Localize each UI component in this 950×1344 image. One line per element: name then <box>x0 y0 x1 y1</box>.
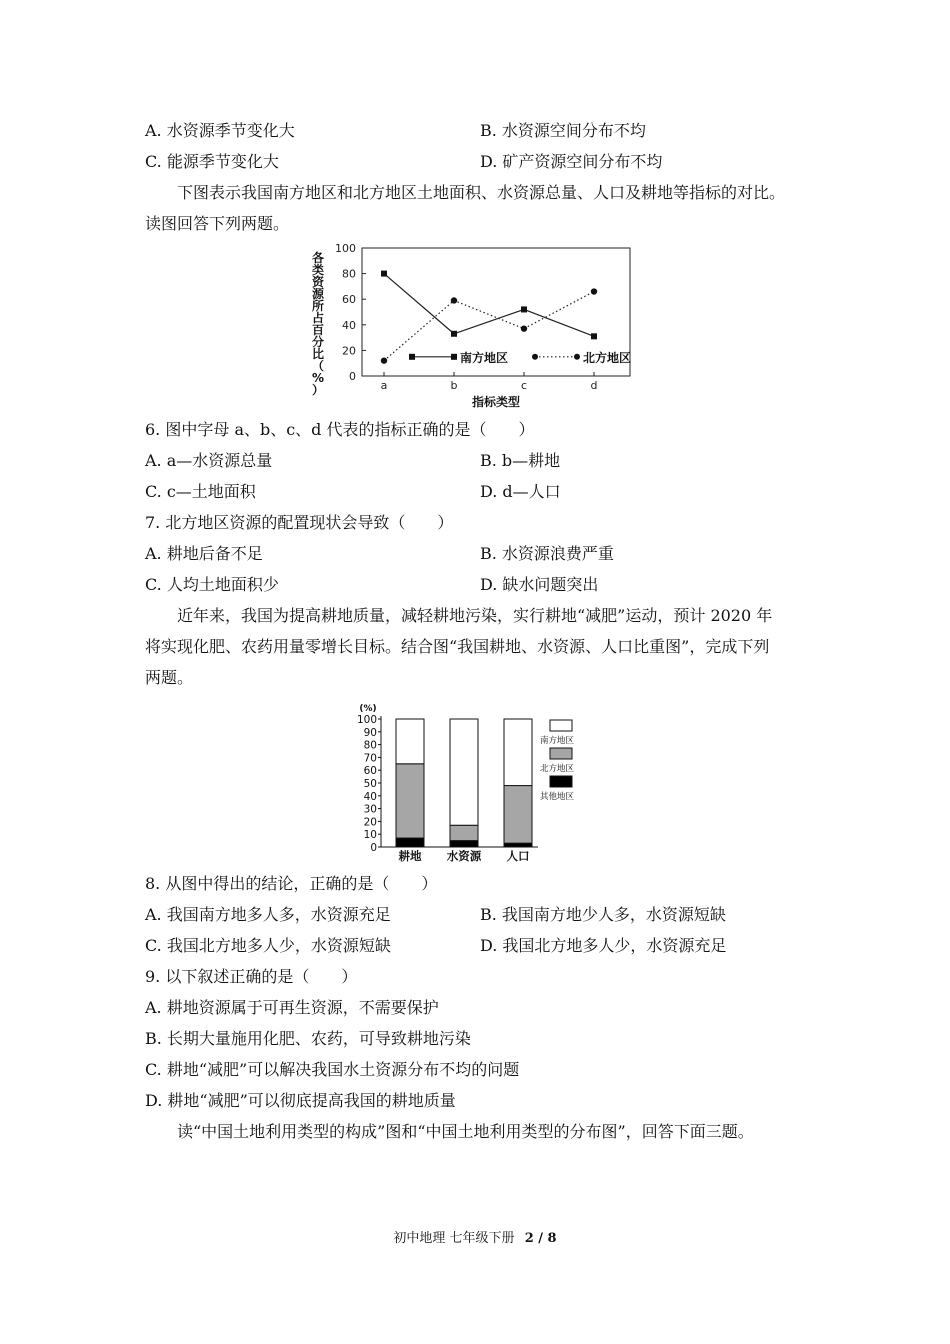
y-tick-label: 50 <box>363 778 377 790</box>
legend-swatch-南方地区 <box>550 720 572 731</box>
x-tick-label: d <box>590 379 598 392</box>
y-unit-label: (%) <box>359 704 377 714</box>
intro2-line1: 近年来，我国为提高耕地质量，减轻耕地污染，实行耕地“减肥”运动，预计 2020 年 <box>177 606 773 625</box>
bar-segment-北方地区 <box>396 764 424 838</box>
q5-option-c: C. 能源季节变化大 <box>145 152 279 171</box>
q6-option-d: D. d—人口 <box>480 482 561 501</box>
legend-label: 其他地区 <box>540 792 575 802</box>
y-tick-label: 40 <box>363 790 377 803</box>
bar-segment-北方地区 <box>504 786 532 844</box>
y-axis-title-char: % <box>311 371 325 385</box>
x-tick-label: b <box>450 379 458 392</box>
y-tick-label: 70 <box>363 752 377 765</box>
legend-swatch-其他地区 <box>550 776 572 787</box>
y-axis-title-char: 分 <box>311 335 325 349</box>
y-tick-label: 80 <box>363 739 377 752</box>
q9-stem: 9. 以下叙述正确的是（ ） <box>145 967 358 986</box>
q7-stem: 7. 北方地区资源的配置现状会导致（ ） <box>145 513 454 532</box>
footer-page-number: 2 / 8 <box>524 1231 557 1246</box>
y-axis-title-char: ） <box>311 383 325 397</box>
q9-option-d: D. 耕地“减肥”可以彻底提高我国的耕地质量 <box>145 1091 456 1110</box>
data-point <box>451 297 457 303</box>
legend-swatch-北方地区 <box>550 748 572 759</box>
intro3: 读“中国土地利用类型的构成”图和“中国土地利用类型的分布图”，回答下面三题。 <box>177 1122 754 1141</box>
bar-segment-南方地区 <box>396 719 424 764</box>
y-axis-title-char: 占 <box>311 311 325 325</box>
q8-option-b: B. 我国南方地少人多，水资源短缺 <box>480 905 726 924</box>
footer-subject: 初中地理 七年级下册 <box>393 1231 515 1246</box>
bar-segment-北方地区 <box>450 825 478 840</box>
legend-label: 南方地区 <box>540 736 575 746</box>
intro2-line2: 将实现化肥、农药用量零增长目标。结合图“我国耕地、水资源、人口比重图”，完成下列 <box>145 637 770 656</box>
q6-option-a: A. a—水资源总量 <box>145 451 273 470</box>
q9-option-a: A. 耕地资源属于可再生资源，不需要保护 <box>145 998 439 1017</box>
q8-option-d: D. 我国北方地多人少，水资源充足 <box>480 936 727 955</box>
q7-option-b: B. 水资源浪费严重 <box>480 544 614 563</box>
y-tick-label: 10 <box>363 829 377 842</box>
q8-option-c: C. 我国北方地多人少，水资源短缺 <box>145 936 391 955</box>
x-category-label: 人口 <box>506 849 530 863</box>
data-point <box>521 325 527 331</box>
y-axis-title-char: 百 <box>311 323 325 337</box>
y-axis-title-char: 所 <box>311 299 325 313</box>
bar-segment-其他地区 <box>450 841 478 847</box>
q6-option-c: C. c—土地面积 <box>145 482 256 501</box>
y-tick-label: 20 <box>363 816 377 829</box>
x-tick-label: a <box>380 379 388 392</box>
q5-option-a: A. 水资源季节变化大 <box>145 121 295 140</box>
q6-option-b: B. b—耕地 <box>480 451 561 470</box>
bar-segment-南方地区 <box>450 719 478 825</box>
y-axis-title-char: 类 <box>311 263 325 277</box>
y-tick-label: 60 <box>363 765 377 778</box>
y-tick-label: 90 <box>363 726 377 739</box>
y-tick-label: 0 <box>370 842 377 854</box>
data-point <box>381 357 387 363</box>
y-axis-title-char: 源 <box>311 287 325 301</box>
legend-label: 北方地区 <box>540 764 575 774</box>
y-tick-label: 100 <box>335 242 356 255</box>
q9-option-b: B. 长期大量施用化肥、农药，可导致耕地污染 <box>145 1029 471 1048</box>
data-point <box>591 333 597 339</box>
q9-option-c: C. 耕地“减肥”可以解决我国水土资源分布不均的问题 <box>145 1060 520 1079</box>
land-water-population-bar-chart <box>348 700 600 865</box>
data-point <box>451 331 457 337</box>
intro1-line1: 下图表示我国南方地区和北方地区土地面积、水资源总量、人口及耕地等指标的对比。 <box>177 183 786 202</box>
data-point <box>521 306 527 312</box>
y-axis-title-char: 各 <box>311 251 325 265</box>
y-tick-label: 60 <box>342 293 356 307</box>
legend-marker <box>532 354 538 360</box>
q5-option-d: D. 矿产资源空间分布不均 <box>480 152 663 171</box>
y-tick-label: 30 <box>363 803 377 816</box>
legend-label: 北方地区 <box>583 350 632 365</box>
q8-stem: 8. 从图中得出的结论，正确的是（ ） <box>145 874 438 893</box>
x-tick-label: c <box>520 379 528 392</box>
y-axis-title-char: （ <box>311 359 325 373</box>
q7-option-a: A. 耕地后备不足 <box>145 544 263 563</box>
bar-segment-南方地区 <box>504 719 532 786</box>
series-line-南方地区 <box>384 274 594 337</box>
data-point <box>591 288 597 294</box>
q7-option-c: C. 人均土地面积少 <box>145 575 279 594</box>
q8-option-a: A. 我国南方地多人多，水资源充足 <box>145 905 391 924</box>
y-tick-label: 40 <box>342 318 356 332</box>
legend-marker <box>451 354 457 360</box>
y-tick-label: 100 <box>356 714 377 726</box>
q6-stem: 6. 图中字母 a、b、c、d 代表的指标正确的是（ ） <box>145 420 535 439</box>
q5-option-b: B. 水资源空间分布不均 <box>480 121 646 140</box>
legend-marker <box>409 354 415 360</box>
intro1-line2: 读图回答下列两题。 <box>145 214 290 233</box>
bar-segment-其他地区 <box>504 843 532 847</box>
legend-marker <box>574 354 580 360</box>
resource-line-chart <box>300 240 650 412</box>
intro2-line3: 两题。 <box>145 668 194 687</box>
bar-segment-其他地区 <box>396 838 424 847</box>
data-point <box>381 271 387 277</box>
y-axis-title-char: 比 <box>311 347 325 361</box>
y-axis-title-char: 资 <box>311 275 325 289</box>
q7-option-d: D. 缺水问题突出 <box>480 575 599 594</box>
y-tick-label: 80 <box>342 267 356 281</box>
y-tick-label: 20 <box>342 344 356 358</box>
page-footer <box>0 1227 950 1246</box>
y-tick-label: 0 <box>349 370 356 383</box>
x-category-label: 水资源 <box>446 849 482 863</box>
x-category-label: 耕地 <box>398 849 422 863</box>
x-axis-title: 指标类型 <box>471 395 521 409</box>
legend-label: 南方地区 <box>460 350 509 365</box>
